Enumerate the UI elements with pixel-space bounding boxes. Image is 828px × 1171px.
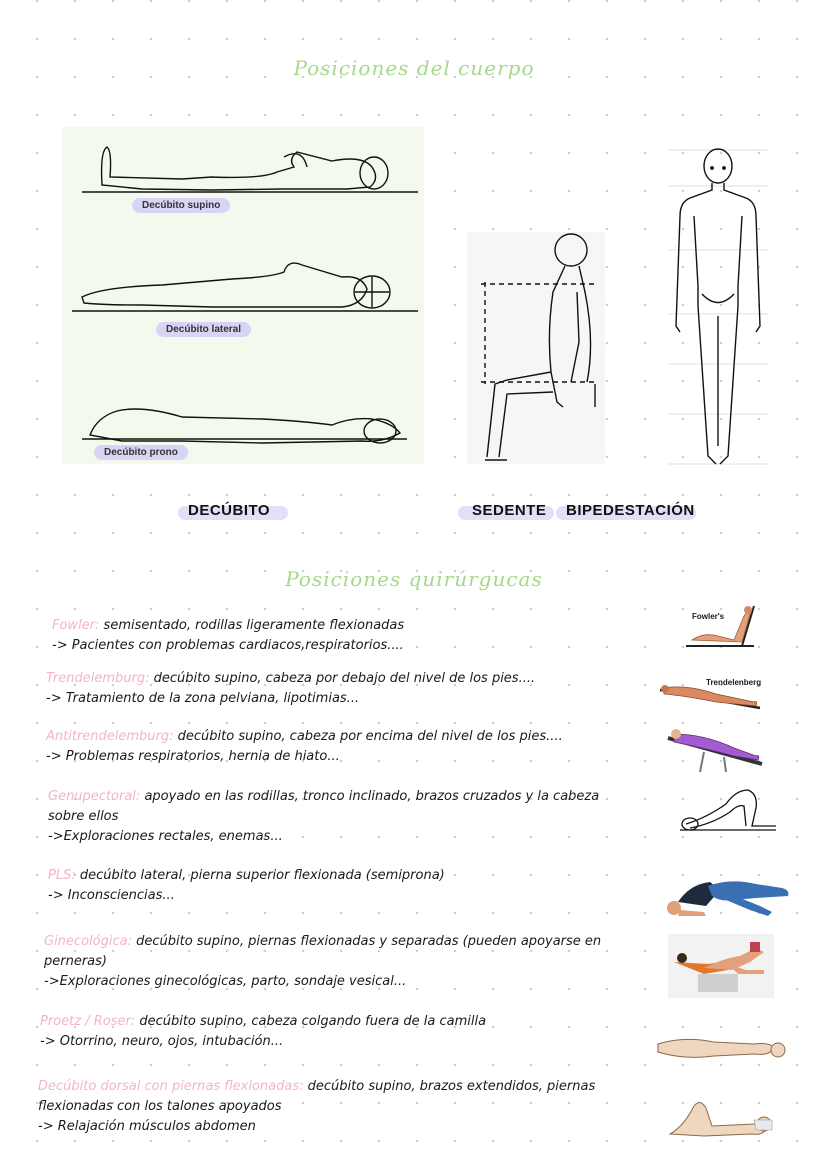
category-bipedestacion: BIPEDESTACIÓN: [566, 502, 695, 519]
entry-decubito-dorsal: [38, 1077, 618, 1137]
entry-name: PLS:: [48, 868, 76, 883]
entry-use: -> Inconsciencias...: [48, 888, 175, 903]
antitrendelemburg-thumbnail: [664, 724, 768, 774]
proetz-roser-thumbnail: [654, 1030, 788, 1066]
pls-thumbnail: [660, 866, 794, 918]
section-title-surgical-positions: Posiciones quirúrgucas: [285, 567, 543, 591]
decubito-figures: [62, 127, 424, 464]
entry-use: -> Otorrino, neuro, ojos, intubación...: [40, 1034, 284, 1049]
entry-name: Genupectoral:: [48, 789, 141, 804]
entry-use: -> Problemas respiratorios, hernia de hiato...: [46, 749, 340, 764]
entry-pls: [48, 866, 658, 906]
section-title-body-positions: Posiciones del cuerpo: [293, 56, 535, 80]
thumb-label: Trendelenberg: [706, 678, 762, 687]
trendelenberg-thumbnail: [656, 672, 776, 714]
entry-proetz-roser: [40, 1012, 650, 1052]
entry-use: -> Pacientes con problemas cardiacos,respiratorios....: [52, 638, 404, 653]
entry-genupectoral: [48, 787, 628, 847]
category-decubito: DECÚBITO: [188, 502, 270, 519]
entry-desc: decúbito supino, cabeza colgando fuera de la camilla: [139, 1014, 487, 1029]
decubito-illustration-panel: [62, 127, 424, 464]
entry-desc: decúbito lateral, pierna superior flexionada (semiprona): [79, 868, 445, 883]
entry-name: Trendelemburg:: [46, 671, 150, 686]
entry-desc: decúbito supino, cabeza por encima del nivel de los pies....: [177, 729, 563, 744]
ginecologica-thumbnail: [668, 934, 774, 998]
sedente-illustration: [467, 232, 605, 464]
sedente-figure: [467, 232, 605, 464]
category-sedente: SEDENTE: [472, 502, 546, 519]
entry-name: Decúbito dorsal con piernas flexionadas:: [38, 1079, 304, 1094]
entry-desc: decúbito supino, brazos extendidos, piernas flexionadas con los talones apoyados: [38, 1079, 596, 1114]
entry-use: -> Tratamiento de la zona pelviana, lipotimias...: [46, 691, 360, 706]
entry-ginecologica: [44, 932, 644, 992]
entry-use: ->Exploraciones ginecológicas, parto, sondaje vesical...: [44, 974, 407, 989]
entry-desc: semisentado, rodillas ligeramente flexionadas: [103, 618, 405, 633]
entry-desc: apoyado en las rodillas, tronco inclinado, brazos cruzados y la cabeza sobre ellos: [48, 789, 600, 824]
entry-use: -> Relajación músculos abdomen: [38, 1119, 256, 1134]
caption-decubito-prono: Decúbito prono: [94, 445, 188, 460]
entry-name: Fowler:: [52, 618, 100, 633]
fowler-thumbnail: [684, 600, 764, 652]
entry-desc: decúbito supino, cabeza por debajo del nivel de los pies....: [153, 671, 536, 686]
bipedestacion-illustration: [668, 146, 768, 470]
decubito-dorsal-thumbnail: [664, 1090, 776, 1140]
entry-name: Proetz / Roser:: [40, 1014, 136, 1029]
caption-decubito-supino: Decúbito supino: [132, 198, 230, 213]
caption-decubito-lateral: Decúbito lateral: [156, 322, 251, 337]
entry-trendelemburg: [46, 669, 656, 709]
genupectoral-thumbnail: [676, 784, 780, 834]
entry-antitrendelemburg: [46, 727, 656, 767]
entry-name: Antitrendelemburg:: [46, 729, 174, 744]
entry-use: ->Exploraciones rectales, enemas...: [48, 829, 283, 844]
entry-desc: decúbito supino, piernas flexionadas y separadas (pueden apoyarse en perneras): [44, 934, 602, 969]
entry-fowler: [52, 616, 662, 656]
thumb-label: Fowler's: [692, 612, 725, 621]
entry-name: Ginecológica:: [44, 934, 132, 949]
bipedestacion-figure: [668, 146, 768, 470]
